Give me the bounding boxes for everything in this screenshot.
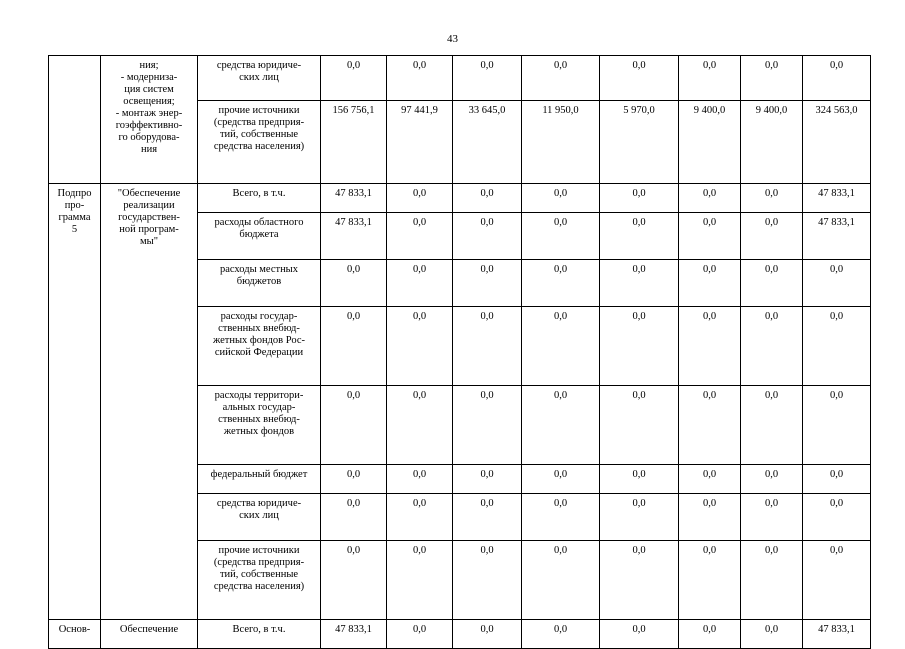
value-cell: 0,0	[387, 620, 453, 649]
value-cell: 0,0	[387, 386, 453, 465]
funding-source-cell: расходы областного бюджета	[198, 213, 321, 260]
value-cell: 0,0	[600, 620, 679, 649]
value-cell: 0,0	[803, 307, 871, 386]
funding-source-cell: средства юридиче- ских лиц	[198, 56, 321, 101]
value-cell: 0,0	[387, 260, 453, 307]
value-cell: 0,0	[387, 494, 453, 541]
value-cell: 0,0	[321, 307, 387, 386]
page-number: 43	[447, 33, 458, 45]
value-cell: 0,0	[321, 541, 387, 620]
value-cell: 0,0	[741, 465, 803, 494]
program-name-cell: Обеспечение	[101, 620, 198, 649]
value-cell: 0,0	[679, 213, 741, 260]
value-cell: 0,0	[600, 213, 679, 260]
funding-source-cell: средства юридиче- ских лиц	[198, 494, 321, 541]
value-cell: 0,0	[453, 184, 522, 213]
funding-source-cell: федеральный бюджет	[198, 465, 321, 494]
value-cell: 0,0	[679, 541, 741, 620]
value-cell: 0,0	[803, 56, 871, 101]
value-cell: 47 833,1	[321, 184, 387, 213]
value-cell: 0,0	[321, 465, 387, 494]
value-cell: 0,0	[522, 213, 600, 260]
value-cell: 0,0	[522, 494, 600, 541]
value-cell: 47 833,1	[803, 213, 871, 260]
value-cell: 0,0	[321, 386, 387, 465]
value-cell: 47 833,1	[803, 184, 871, 213]
table-row	[49, 620, 871, 649]
funding-source-cell: расходы государ- ственных внебюд- жетных фондов Рос- сийской Федерации	[198, 307, 321, 386]
program-code-cell	[49, 56, 101, 184]
value-cell: 0,0	[679, 620, 741, 649]
value-cell: 0,0	[522, 541, 600, 620]
value-cell: 0,0	[803, 386, 871, 465]
value-cell: 0,0	[321, 494, 387, 541]
value-cell: 0,0	[679, 386, 741, 465]
value-cell: 0,0	[522, 307, 600, 386]
value-cell: 0,0	[600, 260, 679, 307]
value-cell: 0,0	[679, 260, 741, 307]
value-cell: 0,0	[741, 494, 803, 541]
value-cell: 0,0	[741, 56, 803, 101]
value-cell: 0,0	[321, 260, 387, 307]
table-row	[49, 56, 871, 101]
value-cell: 0,0	[803, 541, 871, 620]
value-cell: 0,0	[600, 307, 679, 386]
table-row	[49, 184, 871, 213]
value-cell: 0,0	[679, 494, 741, 541]
value-cell: 0,0	[679, 465, 741, 494]
value-cell: 0,0	[741, 620, 803, 649]
value-cell: 0,0	[522, 386, 600, 465]
value-cell: 0,0	[600, 184, 679, 213]
value-cell: 0,0	[453, 465, 522, 494]
value-cell: 0,0	[453, 307, 522, 386]
value-cell: 0,0	[741, 307, 803, 386]
value-cell: 0,0	[453, 213, 522, 260]
value-cell: 156 756,1	[321, 101, 387, 184]
funding-source-cell: расходы местных бюджетов	[198, 260, 321, 307]
value-cell: 0,0	[522, 56, 600, 101]
value-cell: 0,0	[522, 465, 600, 494]
value-cell: 97 441,9	[387, 101, 453, 184]
value-cell: 33 645,0	[453, 101, 522, 184]
program-code-cell: Основ-	[49, 620, 101, 649]
value-cell: 0,0	[387, 213, 453, 260]
value-cell: 47 833,1	[321, 620, 387, 649]
value-cell: 0,0	[453, 386, 522, 465]
value-cell: 5 970,0	[600, 101, 679, 184]
value-cell: 0,0	[453, 56, 522, 101]
value-cell: 11 950,0	[522, 101, 600, 184]
value-cell: 0,0	[679, 184, 741, 213]
funding-source-cell: Всего, в т.ч.	[198, 620, 321, 649]
value-cell: 0,0	[387, 307, 453, 386]
value-cell: 0,0	[387, 56, 453, 101]
funding-source-cell: Всего, в т.ч.	[198, 184, 321, 213]
funding-source-cell: прочие источники (средства предприя- тий, собственные средства населения)	[198, 101, 321, 184]
value-cell: 0,0	[522, 260, 600, 307]
value-cell: 0,0	[803, 260, 871, 307]
value-cell: 0,0	[387, 541, 453, 620]
funding-source-cell: прочие источники (средства предприя- тий, собственные средства населения)	[198, 541, 321, 620]
value-cell: 0,0	[522, 620, 600, 649]
value-cell: 0,0	[453, 620, 522, 649]
value-cell: 0,0	[600, 386, 679, 465]
value-cell: 0,0	[600, 494, 679, 541]
value-cell: 324 563,0	[803, 101, 871, 184]
value-cell: 0,0	[741, 213, 803, 260]
value-cell: 0,0	[600, 465, 679, 494]
value-cell: 0,0	[453, 494, 522, 541]
value-cell: 0,0	[387, 184, 453, 213]
budget-table	[48, 55, 871, 649]
program-name-cell: ния; - модерниза- ция систем освещения; - монтаж энер- гоэффективно- го оборудова- ния	[101, 56, 198, 184]
value-cell: 0,0	[741, 260, 803, 307]
value-cell: 0,0	[741, 386, 803, 465]
value-cell: 0,0	[679, 56, 741, 101]
program-code-cell: Подпро про- грамма 5	[49, 184, 101, 620]
value-cell: 0,0	[453, 541, 522, 620]
value-cell: 0,0	[741, 541, 803, 620]
value-cell: 0,0	[741, 184, 803, 213]
value-cell: 0,0	[679, 307, 741, 386]
value-cell: 0,0	[600, 56, 679, 101]
value-cell: 0,0	[387, 465, 453, 494]
value-cell: 0,0	[803, 494, 871, 541]
value-cell: 47 833,1	[803, 620, 871, 649]
value-cell: 47 833,1	[321, 213, 387, 260]
value-cell: 0,0	[522, 184, 600, 213]
program-name-cell: "Обеспечение реализации государствен- ной програм- мы"	[101, 184, 198, 620]
funding-source-cell: расходы территори- альных государ- ственных внебюд- жетных фондов	[198, 386, 321, 465]
value-cell: 0,0	[803, 465, 871, 494]
value-cell: 0,0	[600, 541, 679, 620]
value-cell: 0,0	[321, 56, 387, 101]
value-cell: 0,0	[453, 260, 522, 307]
value-cell: 9 400,0	[679, 101, 741, 184]
value-cell: 9 400,0	[741, 101, 803, 184]
